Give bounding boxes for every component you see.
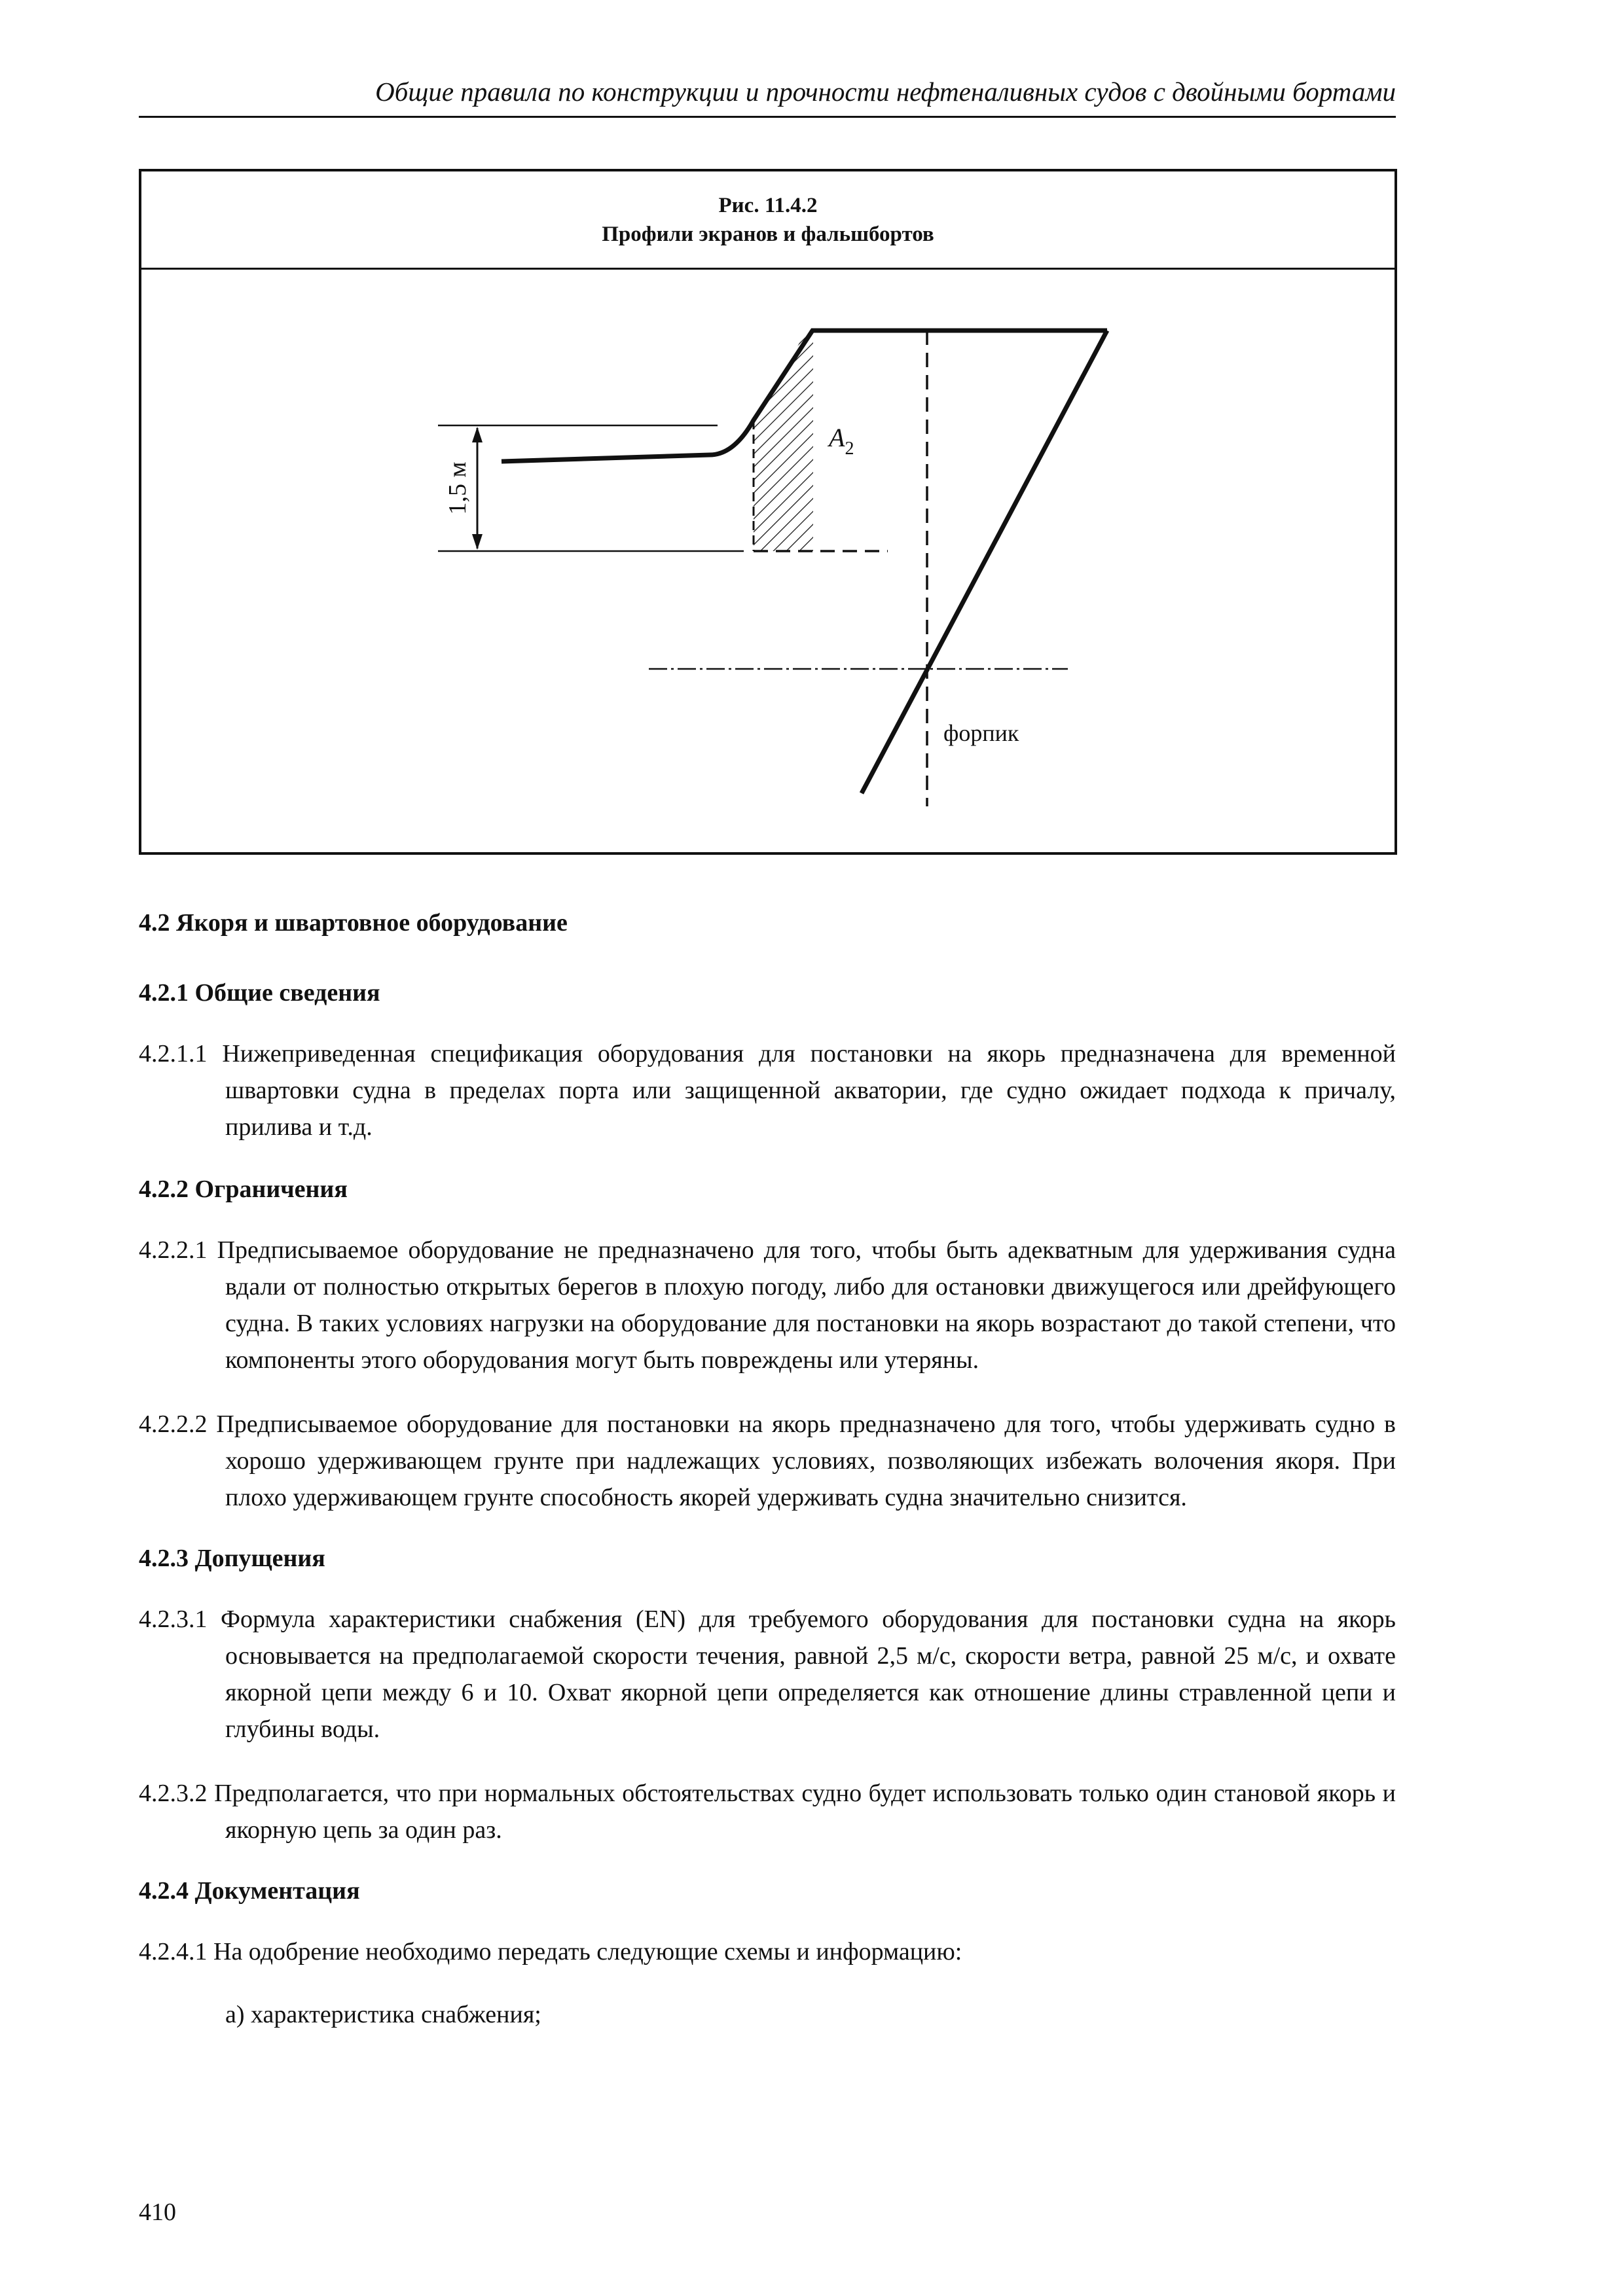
section-heading-4-2-1: 4.2.1 Общие сведения xyxy=(139,979,380,1007)
area-label-main: A xyxy=(829,423,845,452)
paragraph-4-2-1-1: 4.2.1.1 Нижеприведенная спецификация оборудования для постановки на якорь предназначена для временной швартовки судна в пределах порта или защищенной акватории, где судно ожидает подхода к причалу, прилива и т.д. xyxy=(139,1040,1396,1141)
dimension-arrow-down xyxy=(472,534,483,550)
area-label xyxy=(827,423,854,459)
paragraph-4-2-2-2: 4.2.2.2 Предписываемое оборудование для постановки на якорь предназначено для того, чтобы удерживать судно в хорошо удерживающем грунте при надлежащих условиях, позволяющих избежать волочения якоря. При плохо удерживающем грунте способность якорей удерживать судна значительно снизится. xyxy=(139,1410,1396,1511)
header-rule xyxy=(139,116,1396,118)
section-heading-4-2-4: 4.2.4 Документация xyxy=(139,1877,360,1905)
running-header: Общие правила по конструкции и прочности нефтеналивных судов с двойными бортами xyxy=(375,77,1396,107)
area-label-subscript: 2 xyxy=(845,439,854,459)
section-heading-4-2: 4.2 Якоря и швартовное оборудование xyxy=(139,909,568,937)
dimension-label: 1,5 м xyxy=(444,461,471,515)
paragraph-4-2-3-2: 4.2.3.2 Предполагается, что при нормальных обстоятельствах судно будет использовать только один становой якорь и якорную цепь за один раз. xyxy=(139,1780,1396,1844)
section-heading-4-2-3: 4.2.3 Допущения xyxy=(139,1545,325,1572)
dimension-arrow-up xyxy=(472,427,483,442)
page-number: 410 xyxy=(139,2198,176,2226)
section-heading-4-2-2: 4.2.2 Ограничения xyxy=(139,1175,348,1203)
figure-drawing xyxy=(141,171,1395,852)
paragraph-4-2-2-1: 4.2.2.1 Предписываемое оборудование не предназначено для того, чтобы быть адекватным для удерживания судна вдали от полностью открытых берегов в плохую погоду, либо для остановки движущегося или дрейфующего судна. В таких условиях нагрузки на оборудование для постановки на якорь возрастают до такой степени, что компоненты этого оборудования могут быть повреждены или утеряны. xyxy=(139,1236,1396,1374)
paragraph-4-2-3-1: 4.2.3.1 Формула характеристики снабжения (EN) для требуемого оборудования для постановки судна на якорь основывается на предполагаемой скорости течения, равной 2,5 м/с, скорости ветра, равной 25 м/с, и охвате якорной цепи между 6 и 10. Охват якорной цепи определяется как отношение длины стравленной цепи и глубины воды. xyxy=(139,1605,1396,1743)
forepeak-label: форпик xyxy=(943,720,1019,746)
document-body xyxy=(139,906,1396,2033)
hatched-area-a2 xyxy=(754,331,813,551)
figure-number: Рис. 11.4.2 xyxy=(718,194,818,217)
list-item-a: а) характеристика снабжения; xyxy=(225,2001,541,2028)
figure-frame xyxy=(139,169,1397,855)
figure-title: Профили экранов и фальшбортов xyxy=(602,223,934,246)
paragraph-4-2-4-1: 4.2.4.1 На одобрение необходимо передать следующие схемы и информацию: xyxy=(139,1938,962,1965)
